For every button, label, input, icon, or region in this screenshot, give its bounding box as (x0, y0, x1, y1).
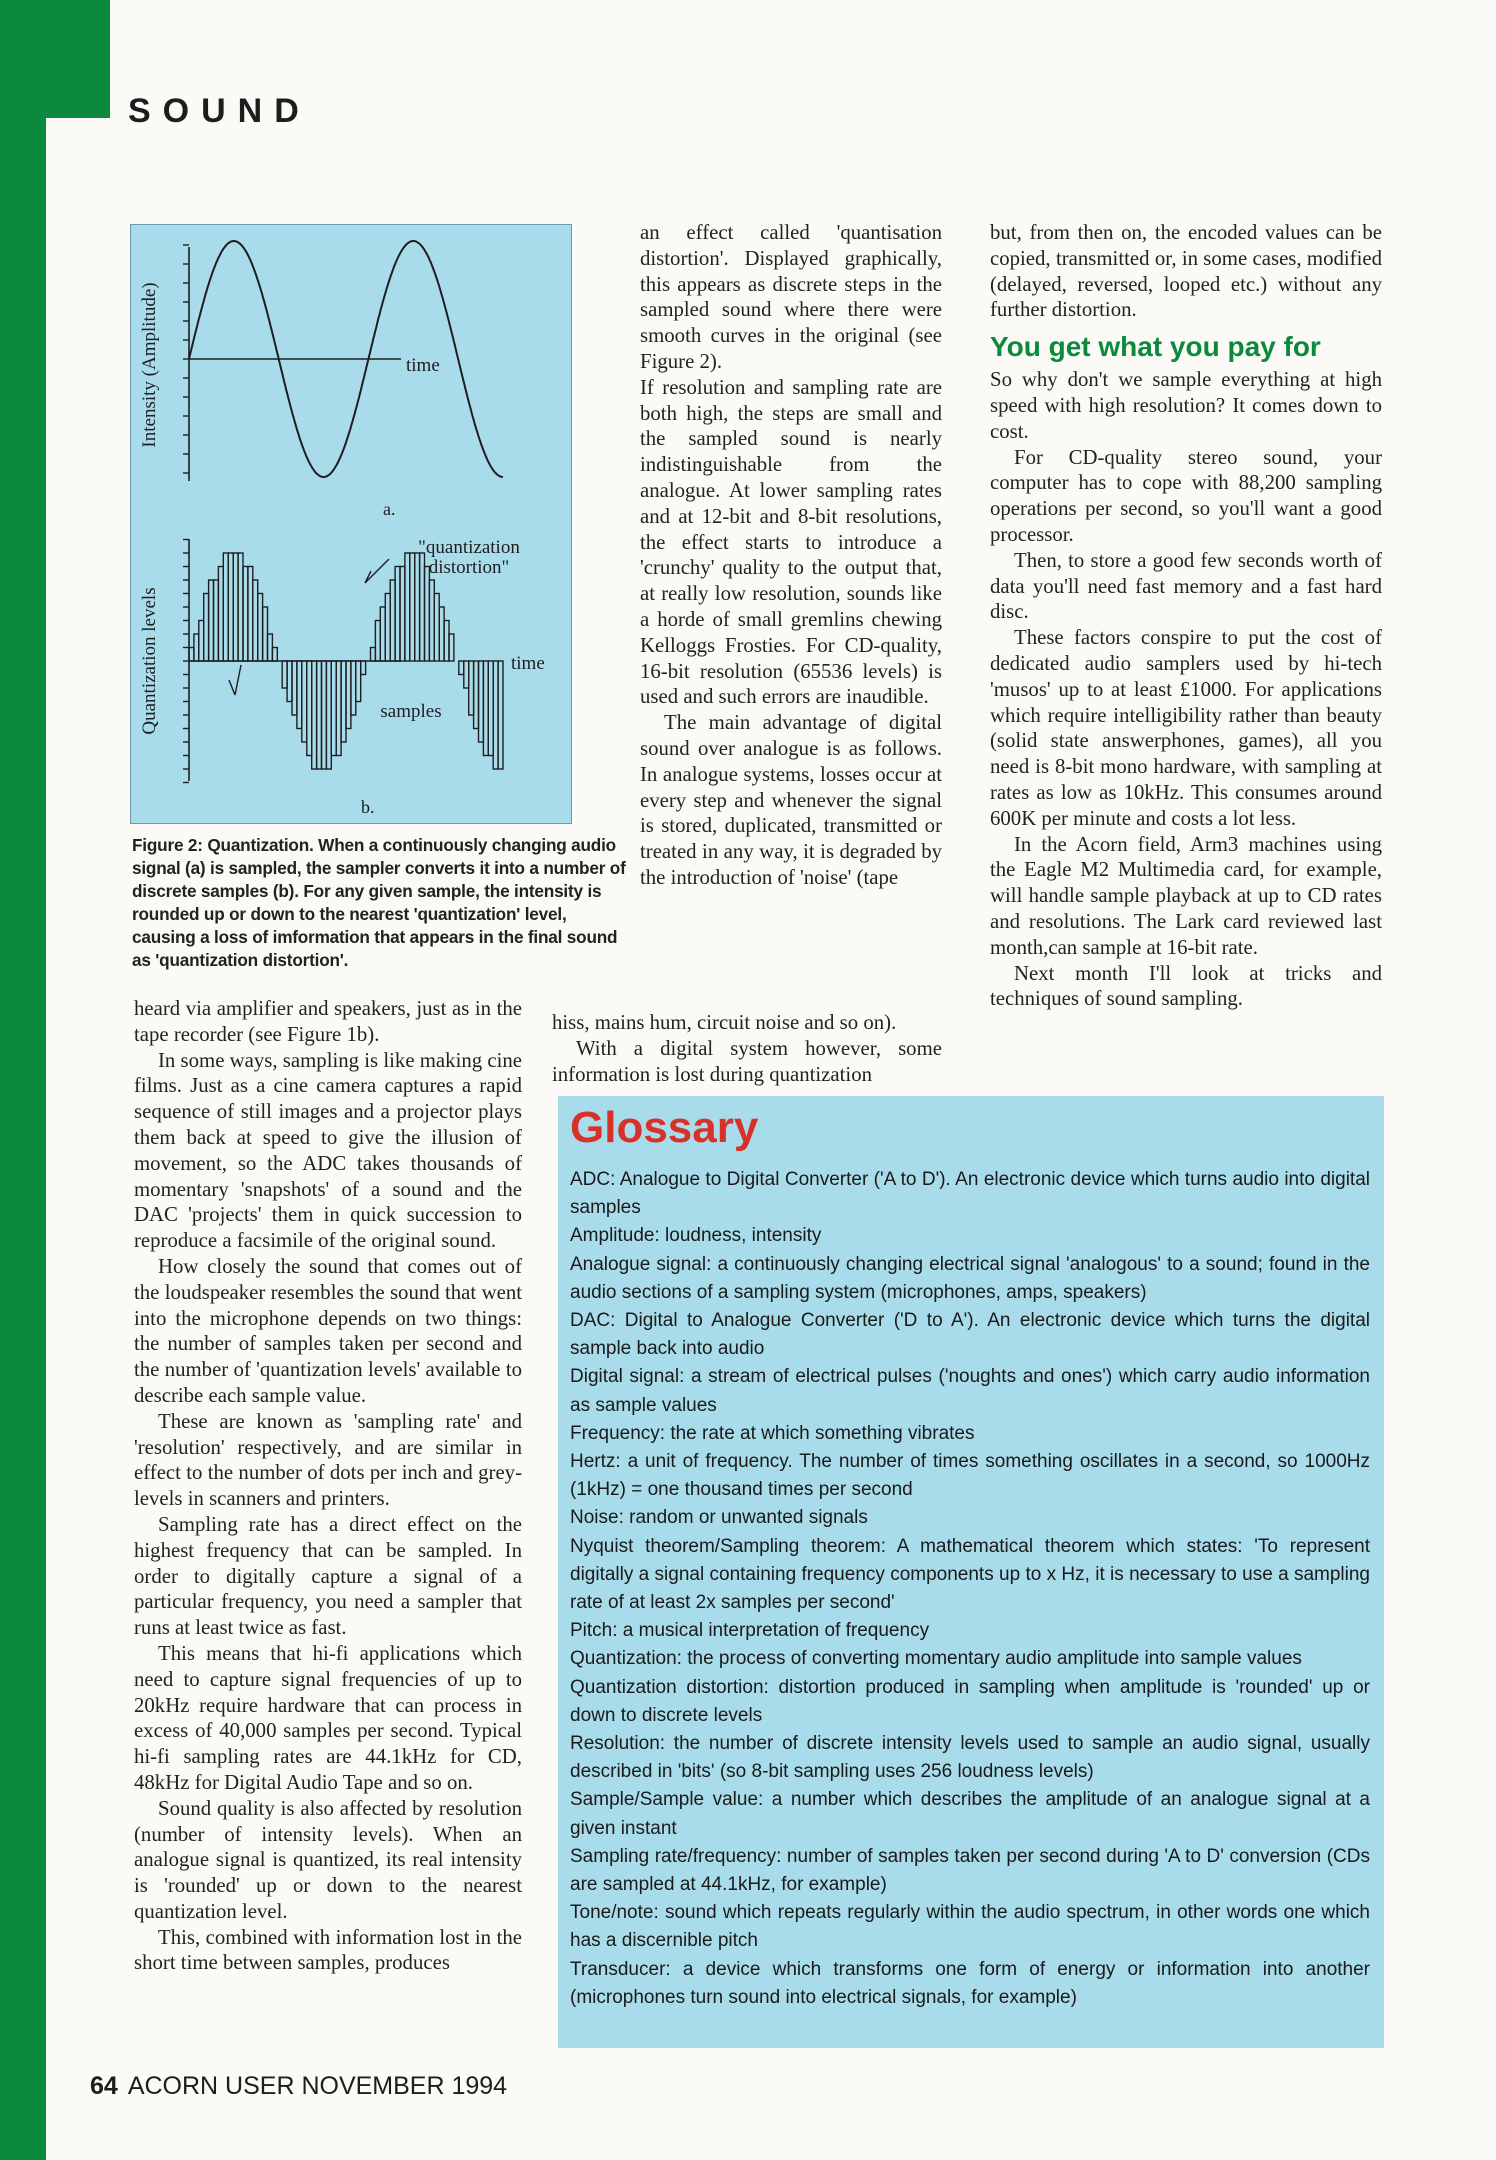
paragraph: an effect called 'quantisation distortion'. Displayed graphically, this appears as discrete steps in the sampled sound where there were smooth curves in the original (see Figure 2). (640, 221, 942, 373)
sample-bar (371, 648, 376, 662)
sample-bar (233, 553, 238, 661)
distortion-annotation-line2: distortion" (428, 557, 510, 578)
paragraph: Next month I'll look at tricks and techniques of sound sampling. (990, 961, 1382, 1011)
sample-bar (429, 580, 434, 661)
paragraph: These are known as 'sampling rate' and 'resolution' respectively, and are similar in effect to the number of dots per inch and grey-levels in scanners and printers. (134, 1409, 522, 1511)
sample-bar (238, 553, 243, 661)
paragraph: but, from then on, the encoded values can be copied, transmitted or, in some cases, modified (delayed, reversed, looped etc.) without any further distortion. (990, 221, 1382, 322)
sample-bar (209, 580, 214, 661)
sample-bar (228, 553, 233, 661)
paragraph: For CD-quality stereo sound, your computer has to cope with 88,200 sampling operations per second, so you'll want a good processor. (990, 445, 1382, 546)
sample-bar (341, 661, 346, 742)
paragraph: heard via amplifier and speakers, just as in the tape recorder (see Figure 1b). (134, 997, 522, 1046)
glossary-box (558, 1096, 1384, 2048)
sample-bar (449, 634, 454, 661)
glossary-entry: Quantization: the process of converting momentary audio amplitude into sample values (570, 1648, 1302, 1670)
sample-bar (444, 621, 449, 662)
glossary-title: Glossary (570, 1103, 759, 1152)
quantization-diagram (131, 225, 571, 823)
distortion-annotation-line1: "quantization (418, 537, 520, 558)
bottom-y-label: Quantization levels (139, 587, 160, 735)
sample-bar (464, 661, 469, 688)
glossary-list (570, 1166, 1370, 2012)
glossary-entry: Tone/note: sound which repeats regularly within the audio spectrum, in other words one which has a discernible pitch (570, 1902, 1370, 1952)
panel-a-label: a. (383, 499, 396, 519)
sample-bar (479, 661, 484, 742)
sample-bar (268, 634, 273, 661)
glossary-entry: Sampling rate/frequency: number of samples taken per second during 'A to D' conversion (CDs are sampled at 44.1kHz, for example) (570, 1845, 1370, 1896)
sample-bar (302, 661, 307, 742)
sample-bar (351, 661, 356, 715)
sample-bar (375, 621, 380, 662)
samples-arrow (229, 665, 241, 695)
quantized-sample-bars (189, 553, 503, 769)
subheading: You get what you pay for (990, 331, 1321, 363)
glossary-entry: Nyquist theorem/Sampling theorem: A mathematical theorem which states: 'To represent digitally a signal containing frequency components up to x Hz, it is necessary to use a sampling rate of at least 2x samples per second' (570, 1535, 1370, 1614)
sample-bar (199, 621, 204, 662)
glossary-entry: Quantization distortion: distortion produced in sampling when amplitude is 'rounded' up or down to discrete levels (570, 1676, 1370, 1726)
bottom-time-label: time (511, 653, 545, 674)
paragraph: So why don't we sample everything at high speed with high resolution? It comes down to cost. (990, 368, 1382, 443)
sample-bar (415, 553, 420, 661)
publication-line: ACORN USER NOVEMBER 1994 (127, 2072, 508, 2100)
sample-bar (385, 594, 390, 662)
paragraph: In the Acorn field, Arm3 machines using the Eagle M2 Multimedia card, for example, will handle sample playback at up to CD rates and resolutions. The Lark card reviewed last month,can sample at 16-bit rate. (990, 832, 1382, 959)
paragraph: In some ways, sampling is like making cine films. Just as a cine camera captures a rapid sequence of still images and a projector plays them back at speed to give the illusion of movement, so the ADC takes thousands of momentary 'snapshots' of a sound and the DAC 'projects' them in quick succession to reproduce a facsimile of the original sound. (134, 1048, 522, 1253)
sample-bar (253, 580, 258, 661)
sample-bar (258, 594, 263, 662)
sample-bar (469, 661, 474, 715)
glossary-entry: Transducer: a device which transforms one form of energy or information into another (microphones turn sound into electrical signals, for example) (570, 1958, 1370, 2008)
paragraph: Sampling rate has a direct effect on the highest frequency that can be sampled. In order to digitally capture a signal of a particular frequency, you need a sampler that runs at least twice as fast. (134, 1512, 522, 1640)
sample-bar (410, 553, 415, 661)
sample-bar (317, 661, 322, 769)
green-header-tab (46, 0, 110, 118)
green-margin-bar (0, 0, 46, 2160)
paragraph: With a digital system however, some information is lost during quantization (552, 1036, 942, 1086)
sample-bar (498, 661, 503, 769)
top-y-label: Intensity (Amplitude) (139, 282, 160, 448)
sample-bar (223, 553, 228, 661)
glossary-entry: Analogue signal: a continuously changing electrical signal 'analogous' to a sound; found in the audio sections of a sampling system (microphones, amps, speakers) (570, 1253, 1370, 1303)
column-middle-continued (552, 1010, 942, 1087)
sample-bar (272, 648, 277, 662)
sample-bar (297, 661, 302, 729)
panel-b-label: b. (361, 797, 375, 817)
paragraph: Then, to store a good few seconds worth of data you'll need fast memory and a fast hard disc. (990, 548, 1382, 624)
paragraph: Sound quality is also affected by resolution (number of intensity levels). When an analogue signal is quantized, its real intensity is 'rounded' up or down to the nearest quantization level. (134, 1796, 522, 1923)
page-number: 64 (90, 2072, 118, 2100)
top-axis-ticks (183, 245, 189, 473)
column-middle (640, 220, 942, 891)
figure-caption: Figure 2: Quantization. When a continuously changing audio signal (a) is sampled, the sampler converts it into a number of discrete samples (b). For any given sample, the intensity is rounded up or down to the nearest 'quantization' level, causing a loss of imformation that appears in the final sound as 'quantization distortion'. (132, 835, 626, 970)
glossary-entry: Pitch: a musical interpretation of frequency (570, 1620, 930, 1642)
sample-bar (361, 661, 366, 675)
sample-bar (194, 634, 199, 661)
distortion-arrow (365, 559, 389, 583)
sample-bar (282, 661, 287, 688)
quantization-figure (130, 224, 572, 824)
sample-bar (243, 567, 248, 662)
glossary-entry: Amplitude: loudness, intensity (570, 1225, 822, 1247)
sample-bar (326, 661, 331, 769)
sample-bar (380, 607, 385, 661)
sample-bar (307, 661, 312, 756)
sample-bar (287, 661, 292, 702)
sample-bar (400, 567, 405, 662)
glossary-entry: Hertz: a unit of frequency. The number of times something oscillates in a second, so 1000Hz (1kHz) = one thousand times per second (570, 1451, 1370, 1501)
sample-bar (322, 661, 327, 769)
glossary-entry: Noise: random or unwanted signals (570, 1507, 868, 1529)
sample-bar (405, 553, 410, 661)
sample-bar (263, 607, 268, 661)
sample-bar (331, 661, 336, 756)
sample-bar (483, 661, 488, 756)
paragraph: hiss, mains hum, circuit noise and so on). (552, 1011, 897, 1034)
glossary-entry: DAC: Digital to Analogue Converter ('D to A'). An electronic device which turns the digital sample back into audio (570, 1310, 1370, 1360)
paragraph: These factors conspire to put the cost of dedicated audio samplers used by hi-tech 'musos' up to at least £1000. For applications which require intelligibility rather than beauty (solid state answerphones, games), all you need is 8-bit mono hardware, with sampling at rates as low as 10kHz. This consumes around 600K per minute and costs a lot less. (990, 626, 1382, 830)
sample-bar (390, 580, 395, 661)
glossary-entry: ADC: Analogue to Digital Converter ('A to D'). An electronic device which turns audio into digital samples (570, 1169, 1370, 1219)
bottom-axis-ticks (183, 540, 189, 783)
sample-bar (214, 580, 219, 661)
paragraph: This means that hi-fi applications which need to capture signal frequencies of up to 20kHz require hardware that can process in excess of 40,000 samples per second. Typical hi-fi sampling rates are 44.1kHz for CD, 48kHz for Digital Audio Tape and so on. (134, 1641, 522, 1794)
column-right (990, 220, 1382, 1012)
sample-bar (439, 607, 444, 661)
section-title: SOUND (128, 92, 311, 130)
sample-bar (218, 567, 223, 662)
paragraph: How closely the sound that comes out of the loudspeaker resembles the sound that went into the microphone depends on two things: the number of samples taken per second and the number of 'quantization levels' available to describe each sample value. (134, 1254, 522, 1407)
paragraph: If resolution and sampling rate are both high, the steps are small and the sampled sound is nearly indistinguishable from the analogue. At lower sampling rates and at 12-bit and 8-bit resolutions, the effect starts to introduce a 'crunchy' quality to the output that, at really low resolution, sounds like a horde of small gremlins chewing Kelloggs Frosties. For CD-quality, 16-bit resolution (65536 levels) is used and such errors are inaudible. (640, 375, 942, 709)
samples-label: samples (380, 701, 442, 722)
glossary-entry: Frequency: the rate at which something vibrates (570, 1422, 975, 1444)
sample-bar (346, 661, 351, 729)
sample-bar (459, 661, 464, 675)
sample-bar (292, 661, 297, 715)
sample-bar (474, 661, 479, 729)
sample-bar (336, 661, 341, 756)
sample-bar (434, 594, 439, 662)
glossary-entry: Resolution: the number of discrete intensity levels used to sample an audio signal, usually described in 'bits' (so 8-bit sampling uses 256 loudness levels) (570, 1733, 1370, 1783)
paragraph: This, combined with information lost in the short time between samples, produces (134, 1925, 522, 1975)
sample-bar (488, 661, 493, 756)
top-time-label: time (406, 355, 440, 376)
sample-bar (248, 567, 253, 662)
column-left (134, 996, 522, 1976)
sample-bar (425, 567, 430, 662)
glossary-entry: Digital signal: a stream of electrical pulses ('noughts and ones') which carry audio information as sample values (570, 1366, 1370, 1416)
sample-bar (204, 594, 209, 662)
sample-bar (420, 553, 425, 661)
glossary-entry: Sample/Sample value: a number which describes the amplitude of an analogue signal at a given instant (570, 1789, 1370, 1839)
sample-bar (395, 567, 400, 662)
paragraph: The main advantage of digital sound over analogue is as follows. In analogue systems, losses occur at every step and whenever the signal is stored, duplicated, transmitted or treated in any way, it is degraded by the introduction of 'noise' (tape (640, 711, 942, 889)
page-footer (90, 2072, 507, 2101)
sample-bar (312, 661, 317, 769)
sample-bar (356, 661, 361, 702)
sample-bar (493, 661, 498, 769)
